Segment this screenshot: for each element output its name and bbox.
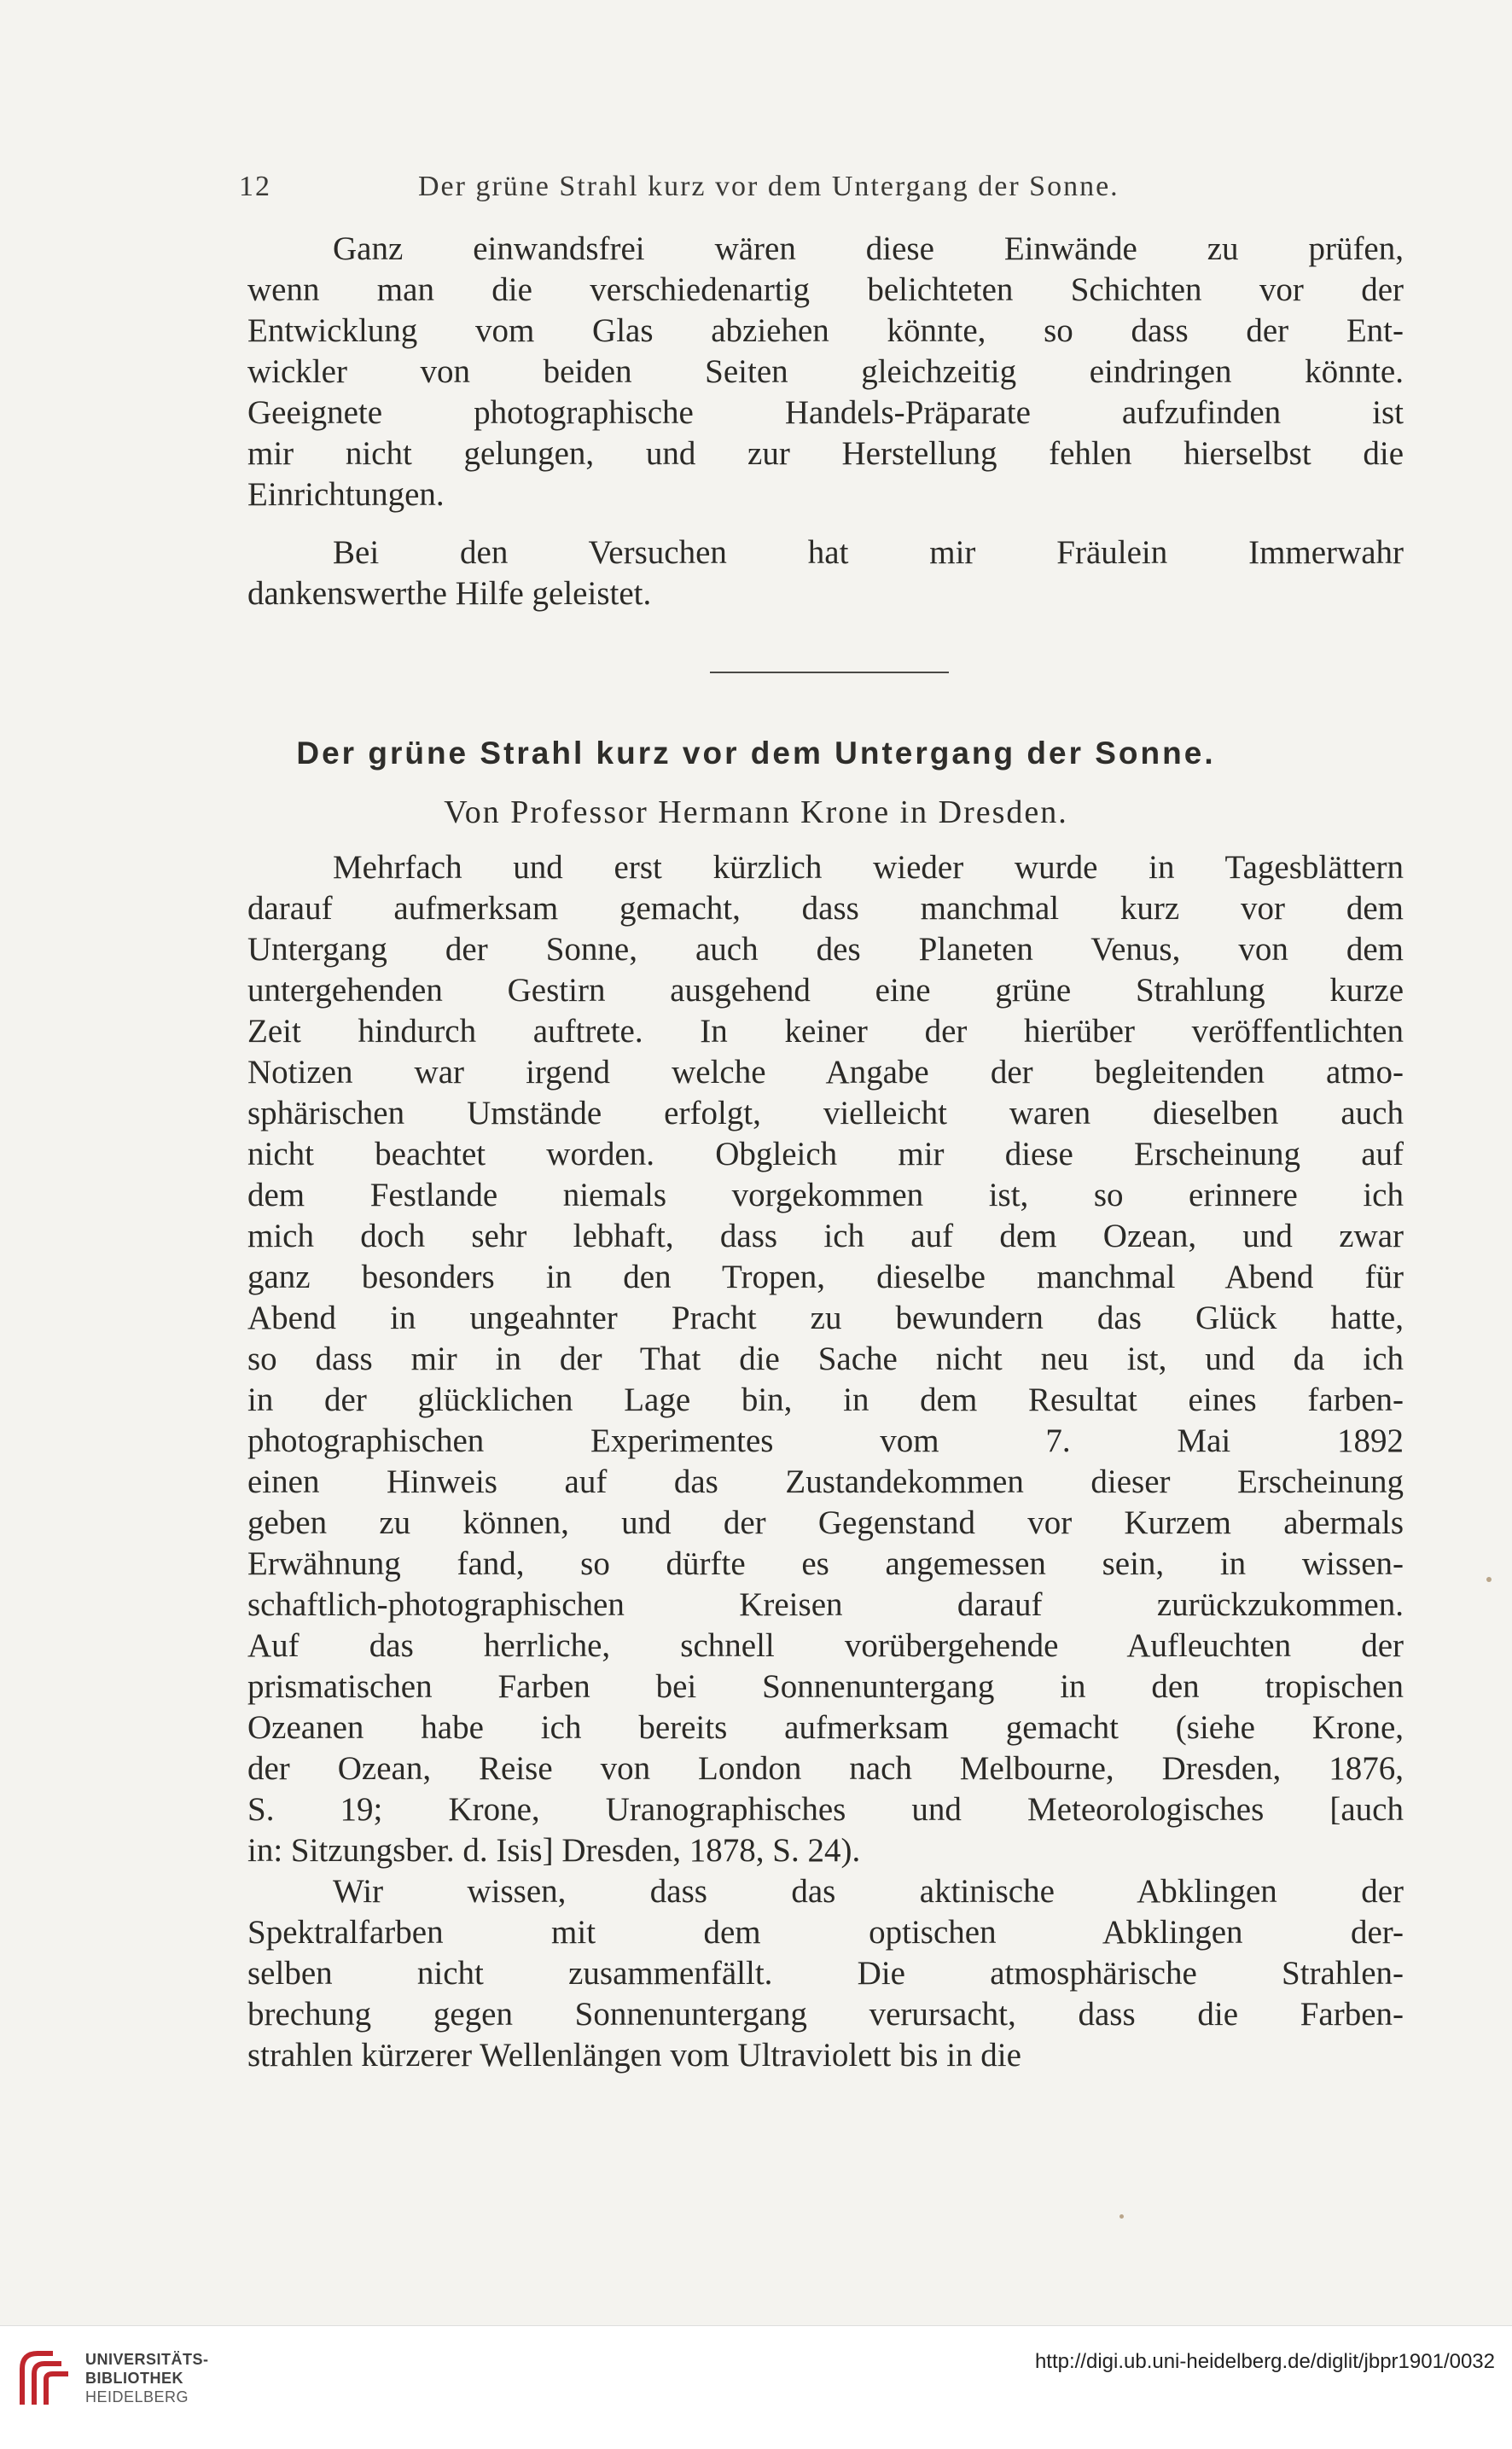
text-line: Spektralfarben mit dem optischen Abklingen der- (247, 1914, 1404, 1951)
text-line: so dass mir in der That die Sache nicht neu ist, und da ich (247, 1341, 1404, 1377)
article-byline: Von Professor Hermann Krone in Dresden. (444, 794, 1068, 830)
article-title: Der grüne Strahl kurz vor dem Untergang der Sonne. (296, 736, 1216, 771)
text-line: geben zu können, und der Gegenstand vor Kurzem abermals (247, 1504, 1404, 1541)
text-line: Wir wissen, dass das aktinische Abklingen der (333, 1873, 1404, 1910)
text-line: nicht beachtet worden. Obgleich mir diese Erscheinung auf (247, 1136, 1404, 1172)
text-line: ganz besonders in den Tropen, dieselbe manchmal Abend für (247, 1259, 1404, 1295)
text-line: schaftlich-photographischen Kreisen darauf zurückzukommen. (247, 1586, 1404, 1623)
text-line: brechung gegen Sonnenuntergang verursacht, dass die Farben- (247, 1996, 1404, 2033)
section-divider (710, 672, 949, 673)
text-line: mir nicht gelungen, und zur Herstellung fehlen hierselbst die (247, 435, 1404, 472)
text-line: S. 19; Krone, Uranographisches und Meteorologisches [auch (247, 1791, 1404, 1828)
text-line: Notizen war irgend welche Angabe der begleitenden atmo- (247, 1054, 1404, 1091)
text-line: Abend in ungeahnter Pracht zu bewundern das Glück hatte, (247, 1300, 1404, 1336)
text-line: sphärischen Umstände erfolgt, vielleicht waren dieselben auch (247, 1095, 1404, 1131)
text-line: prismatischen Farben bei Sonnenuntergang in den tropischen (247, 1668, 1404, 1705)
paper-speck (1486, 1577, 1492, 1582)
text-line: mich doch sehr lebhaft, dass ich auf dem Ozean, und zwar (247, 1218, 1404, 1254)
text-line: in: Sitzungsber. d. Isis] Dresden, 1878, S. 24). (247, 1832, 861, 1869)
text-line: darauf aufmerksam gemacht, dass manchmal kurz vor dem (247, 890, 1404, 927)
text-line: wickler von beiden Seiten gleichzeitig eindringen könnte. (247, 353, 1404, 390)
text-line: in der glücklichen Lage bin, in dem Resultat eines farben- (247, 1382, 1404, 1418)
text-line: Einrichtungen. (247, 476, 445, 513)
paragraph-2 (247, 532, 1404, 614)
text-line: Erwähnung fand, so dürfte es angemessen sein, in wissen- (247, 1545, 1404, 1582)
text-line: Entwicklung vom Glas abziehen könnte, so dass der Ent- (247, 312, 1404, 349)
text-line: dem Festlande niemals vorgekommen ist, so erinnere ich (247, 1177, 1404, 1213)
running-title: Der grüne Strahl kurz vor dem Untergang der Sonne. (418, 171, 1119, 202)
library-name-line: BIBLIOTHEK (85, 2370, 183, 2387)
text-line: Ozeanen habe ich bereits aufmerksam gemacht (siehe Krone, (247, 1709, 1404, 1746)
text-line: dankenswerthe Hilfe geleistet. (247, 575, 652, 612)
text-line: strahlen kürzerer Wellenlängen vom Ultraviolett bis in die (247, 2037, 1021, 2074)
article-body (247, 847, 1404, 2076)
text-line: einen Hinweis auf das Zustandekommen dieser Erscheinung (247, 1463, 1404, 1500)
text-line: Geeignete photographische Handels-Präparate aufzufinden ist (247, 394, 1404, 431)
text-line: Bei den Versuchen hat mir Fräulein Immerwahr (333, 534, 1404, 571)
text-line: photographischen Experimentes vom 7. Mai 1892 (247, 1422, 1404, 1459)
text-line: Auf das herrliche, schnell vorübergehende Aufleuchten der (247, 1627, 1404, 1664)
text-line: der Ozean, Reise von London nach Melbourne, Dresden, 1876, (247, 1750, 1404, 1787)
text-line: Ganz einwandsfrei wären diese Einwände zu prüfen, (333, 230, 1404, 267)
library-footer (0, 2325, 1512, 2449)
text-line: wenn man die verschiedenartig belichteten Schichten vor der (247, 271, 1404, 308)
source-url-link[interactable]: http://digi.ub.uni-heidelberg.de/diglit/jbpr1901/0032 (1034, 2350, 1495, 2373)
text-line: Mehrfach und erst kürzlich wieder wurde in Tagesblättern (333, 849, 1404, 886)
paper-speck (1119, 2214, 1124, 2219)
library-name (85, 2350, 209, 2406)
library-name-line: UNIVERSITÄTS- (85, 2351, 209, 2368)
text-line: selben nicht zusammenfällt. Die atmosphärische Strahlen- (247, 1955, 1404, 1992)
page-number: 12 (239, 171, 271, 202)
text-line: Untergang der Sonne, auch des Planeten Venus, von dem (247, 931, 1404, 968)
paragraph-1 (247, 229, 1404, 515)
text-line: untergehenden Gestirn ausgehend eine grüne Strahlung kurze (247, 972, 1404, 1009)
library-logo-icon (15, 2345, 75, 2413)
library-name-line: HEIDELBERG (85, 2388, 189, 2405)
text-line: Zeit hindurch auftrete. In keiner der hierüber veröffentlichten (247, 1013, 1404, 1050)
